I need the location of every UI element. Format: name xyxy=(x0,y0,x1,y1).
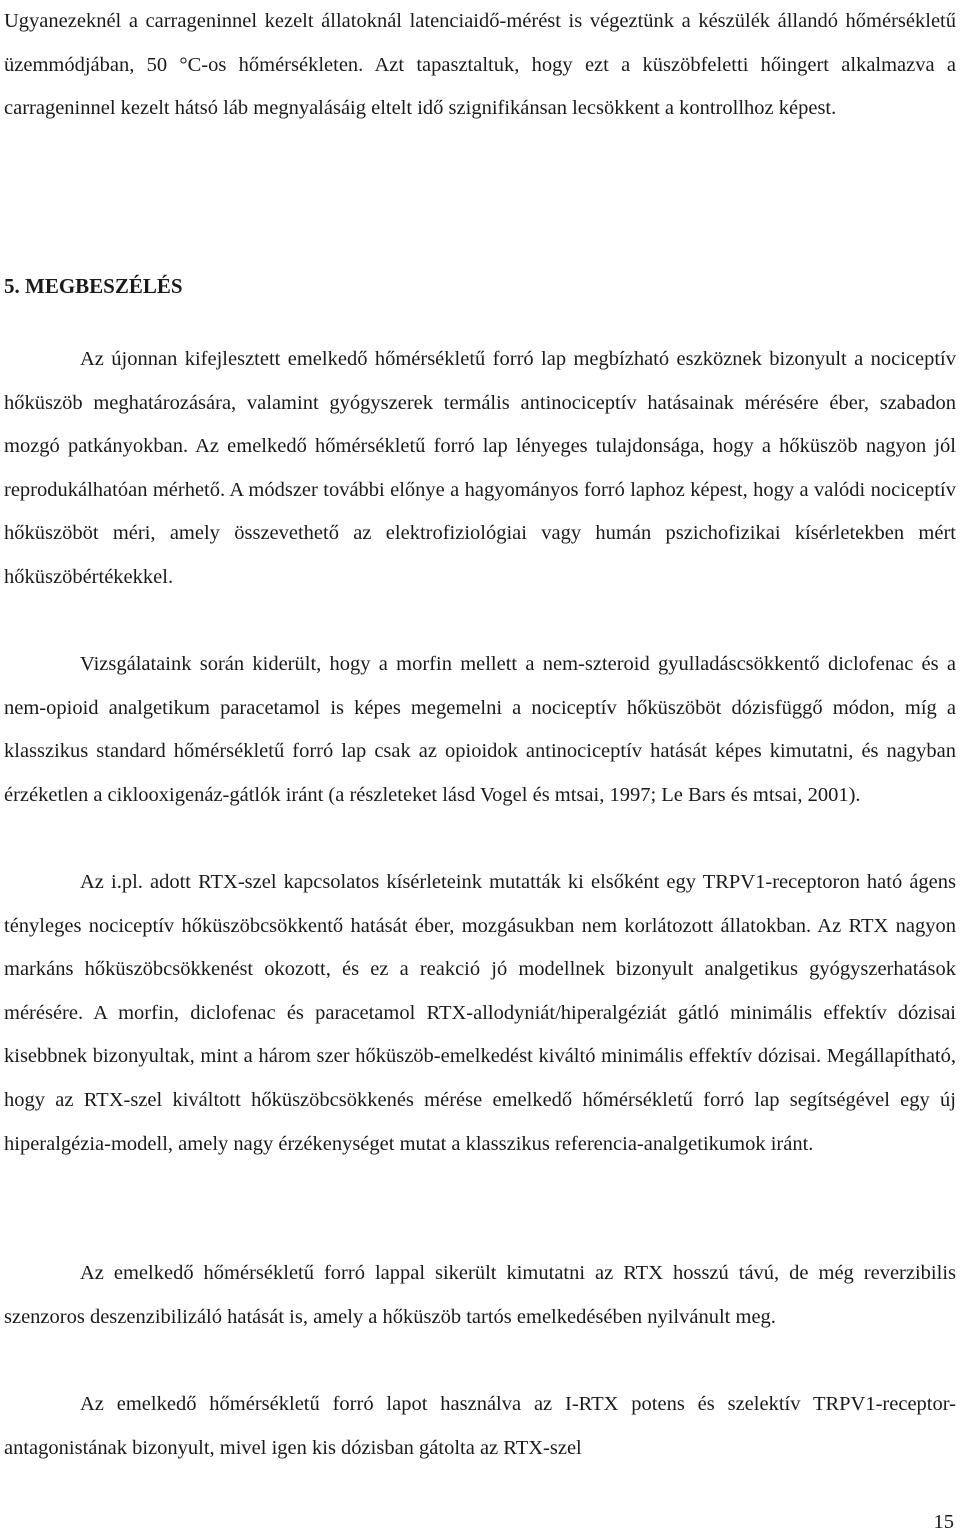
paragraph-discussion-3: Az i.pl. adott RTX-szel kapcsolatos kísérleteink mutatták ki elsőként egy TRPV1-receptoron ható ágens tényleges nociceptív hőküszöbcsökkentő hatását éber, mozgásukban nem korlátozott állatokban. Az RTX nagyon markáns hőküszöbcsökkenést okozott, és ez a reakció jó modellnek bizonyult analgetikus gyógyszerhatások mérésére. A morfin, diclofenac és paracetamol RTX-allodyniát/hiperalgéziát gátló minimális effektív dózisai kisebbnek bizonyultak, mint a három szer hőküszöb-emelkedést kiváltó minimális effektív dózisai. Megállapítható, hogy az RTX-szel kiváltott hőküszöbcsökkenés mérése emelkedő hőmérsékletű forró lap segítségével egy új hiperalgézia-modell, amely nagy érzékenységet mutat a klasszikus referencia-analgetikumok iránt. xyxy=(4,871,956,1155)
page-number: 15 xyxy=(933,1511,954,1533)
paragraph-discussion-2: Vizsgálataink során kiderült, hogy a morfin mellett a nem-szteroid gyulladáscsökkentő diclofenac és a nem-opioid analgetikum paracetamol is képes megemelni a nociceptív hőküszöböt dózisfüggő módon, míg a klasszikus standard hőmérsékletű forró lap csak az opioidok antinociceptív hatását képes kimutatni, és nagyban érzéketlen a ciklooxigenáz-gátlók iránt (a részleteket lásd Vogel és mtsai, 1997; Le Bars és mtsai, 2001). xyxy=(4,653,956,806)
section-heading: 5. MEGBESZÉLÉS xyxy=(4,274,183,298)
paragraph-discussion-5: Az emelkedő hőmérsékletű forró lapot használva az I-RTX potens és szelektív TRPV1-receptor-antagonistának bizonyult, mivel igen kis dózisban gátolta az RTX-szel xyxy=(4,1393,956,1459)
paragraph-results-end: Ugyanezeknél a carrageninnel kezelt állatoknál latenciaidő-mérést is végeztünk a készülék állandó hőmérsékletű üzemmódjában, 50 °C-os hőmérsékleten. Azt tapasztaltuk, hogy ezt a küszöbfeletti hőingert alkalmazva a carrageninnel kezelt hátsó láb megnyalásáig eltelt idő szignifikánsan lecsökkent a kontrollhoz képest. xyxy=(4,10,956,120)
paragraph-discussion-1: Az újonnan kifejlesztett emelkedő hőmérsékletű forró lap megbízható eszköznek bizonyult a nociceptív hőküszöb meghatározására, valamint gyógyszerek termális antinociceptív hatásainak mérésére éber, szabadon mozgó patkányokban. Az emelkedő hőmérsékletű forró lap lényeges tulajdonsága, hogy a hőküszöb nagyon jól reprodukálhatóan mérhető. A módszer további előnye a hagyományos forró laphoz képest, hogy a valódi nociceptív hőküszöböt méri, amely összevethető az elektrofiziológiai vagy humán pszichofizikai kísérletekben mért hőküszöbértékekkel. xyxy=(4,348,956,588)
paragraph-discussion-4: Az emelkedő hőmérsékletű forró lappal sikerült kimutatni az RTX hosszú távú, de még reverzibilis szenzoros deszenzibilizáló hatását is, amely a hőküszöb tartós emelkedésében nyilvánult meg. xyxy=(4,1262,956,1328)
